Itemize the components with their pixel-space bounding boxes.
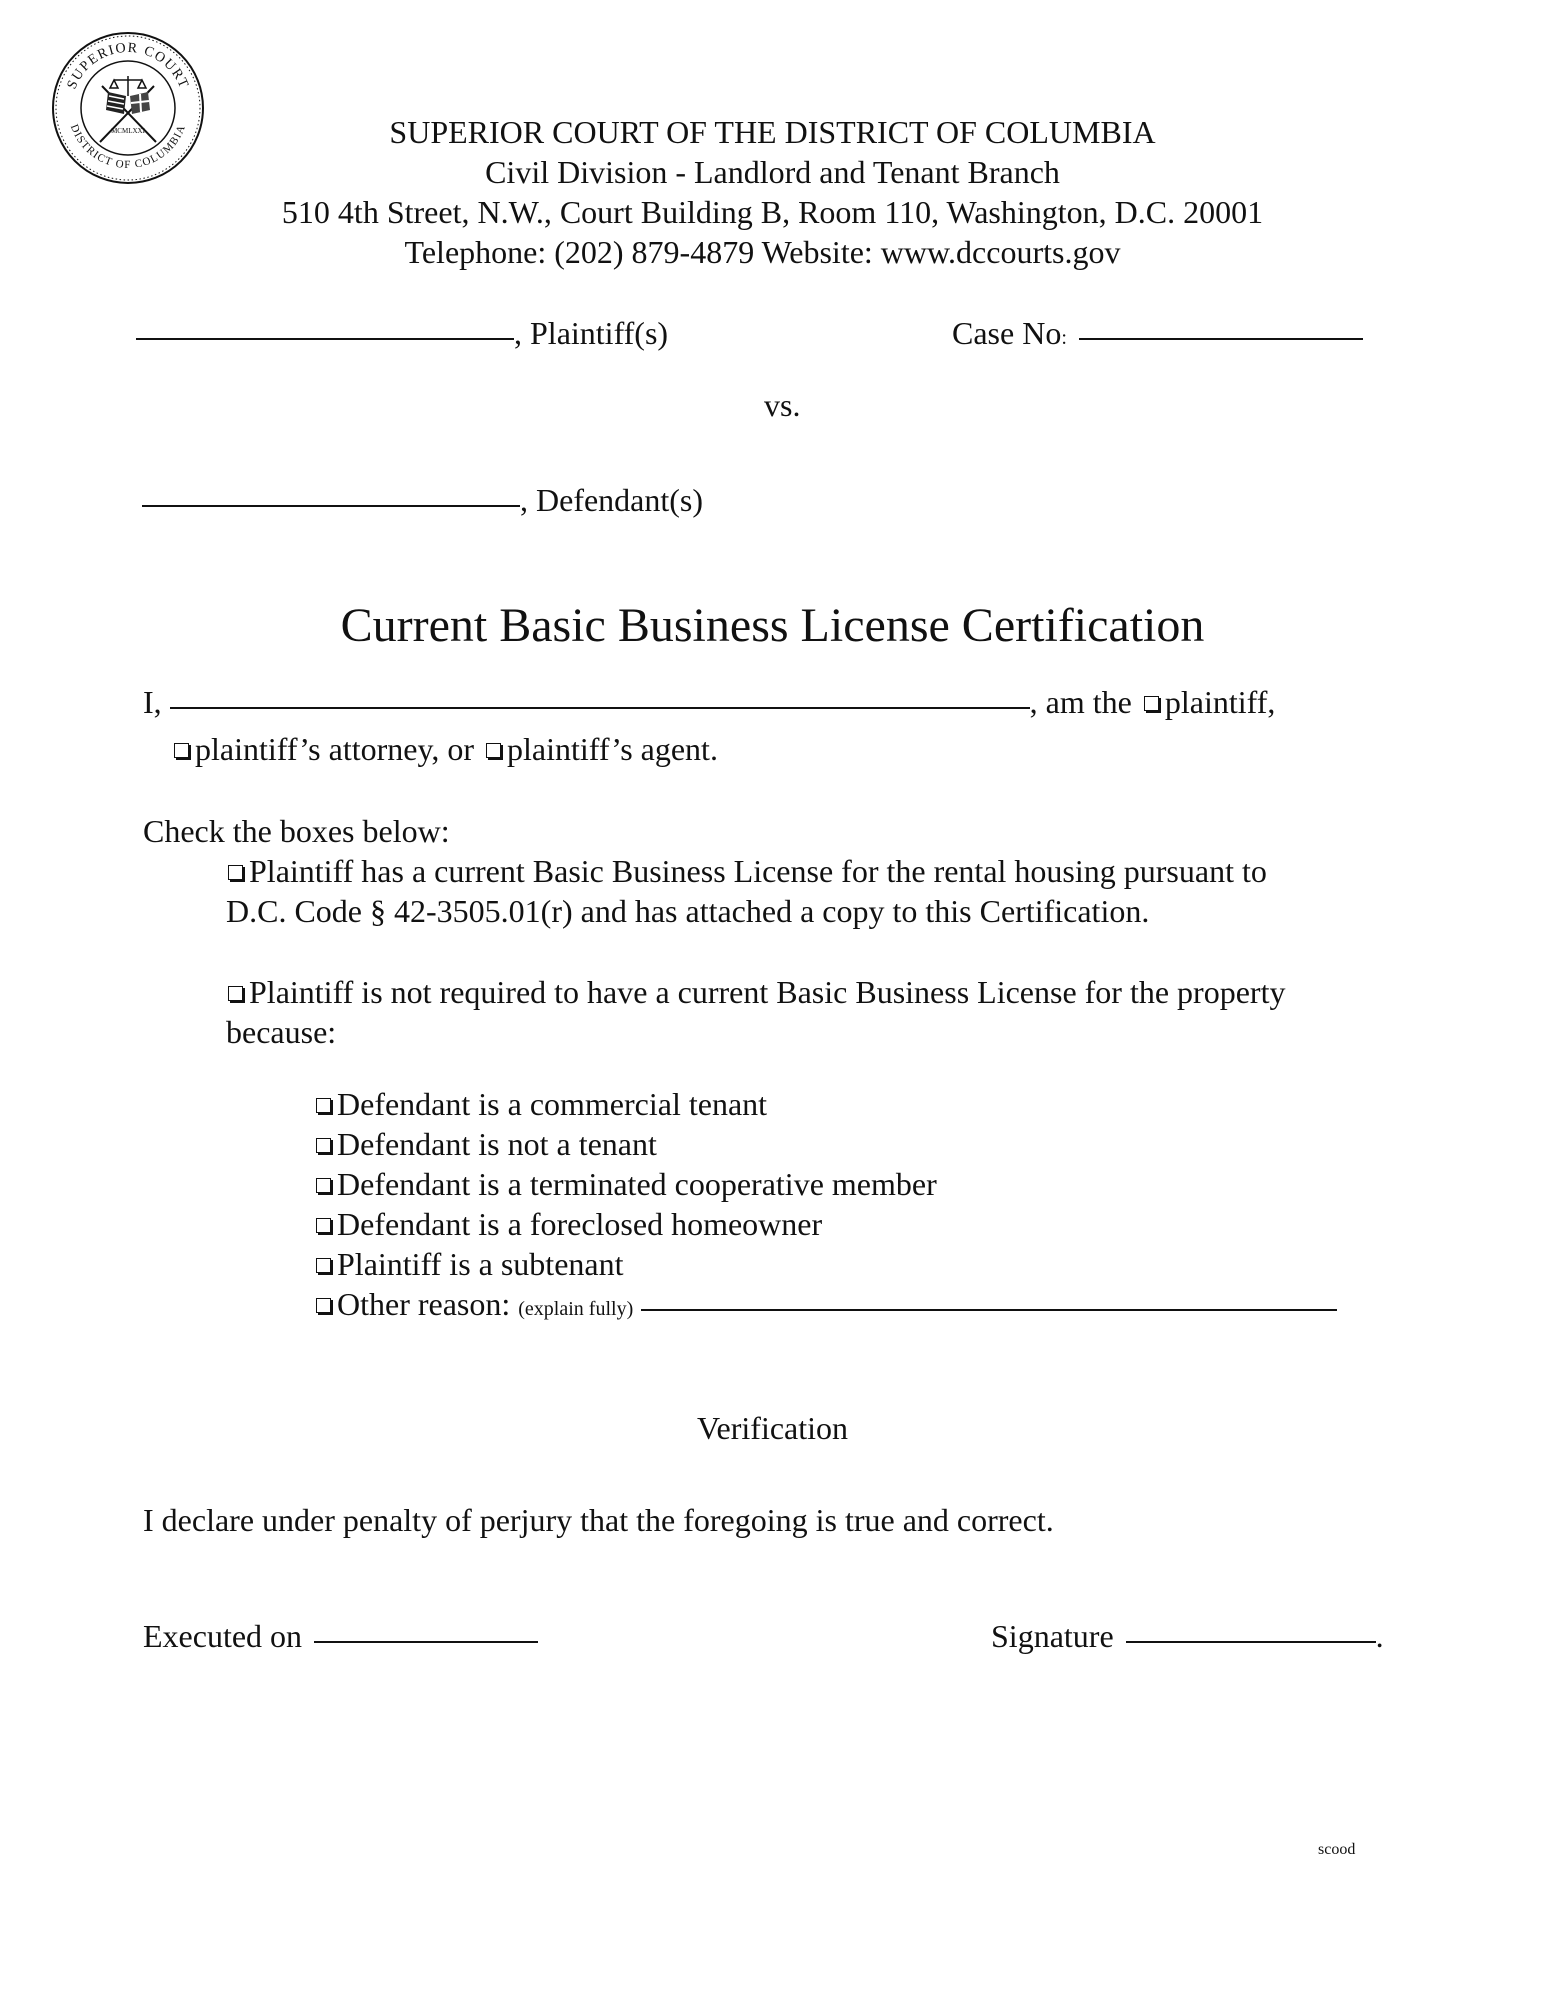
seal-top-text: SUPERIOR COURT	[64, 40, 192, 92]
executed-date-field[interactable]	[314, 1641, 538, 1643]
agent-checkbox[interactable]	[486, 743, 501, 758]
reason-checkbox-foreclosed[interactable]	[316, 1218, 331, 1233]
other-reason-field[interactable]	[641, 1309, 1337, 1311]
form-code: scood	[1318, 1841, 1356, 1858]
verification-heading: Verification	[696, 1410, 849, 1446]
am-the-text: , am the	[1029, 684, 1132, 720]
case-no-colon: :	[1061, 327, 1067, 349]
plaintiff-checkbox[interactable]	[1144, 696, 1159, 711]
defendant-name-field[interactable]	[142, 505, 520, 507]
plaintiff-label: , Plaintiff(s)	[514, 315, 669, 351]
plaintiff-option-label: plaintiff,	[1164, 684, 1276, 720]
license-option-line2: D.C. Code § 42-3505.01(r) and has attached a copy to this Certification.	[226, 893, 1150, 929]
signature-line	[991, 1618, 1384, 1655]
reason-checkbox-not-tenant[interactable]	[316, 1138, 331, 1153]
not-required-option	[224, 974, 1285, 1011]
signature-label: Signature	[991, 1618, 1114, 1654]
plaintiff-name-field[interactable]	[136, 338, 514, 340]
plaintiff-line	[136, 315, 668, 352]
other-reason-hint: (explain fully)	[518, 1298, 634, 1320]
defendant-label: , Defendant(s)	[520, 482, 704, 518]
other-reason-label: Other reason:	[337, 1286, 511, 1322]
reason-label: Defendant is not a tenant	[337, 1126, 657, 1162]
signature-field[interactable]	[1126, 1641, 1376, 1643]
reason-item	[312, 1086, 767, 1123]
case-number-line	[952, 315, 1363, 352]
reason-checkbox-commercial[interactable]	[316, 1098, 331, 1113]
reason-item	[312, 1206, 822, 1243]
declarant-prefix: I,	[143, 684, 162, 720]
license-option	[224, 853, 1267, 890]
seal-center-text: MCMLXXI	[111, 127, 145, 135]
form-title: Current Basic Business License Certification	[340, 599, 1205, 652]
reason-checkbox-other[interactable]	[316, 1298, 331, 1313]
check-intro: Check the boxes below:	[143, 813, 450, 849]
not-required-line1: Plaintiff is not required to have a current Basic Business License for the property	[249, 974, 1286, 1010]
agent-option-label: plaintiff’s agent.	[507, 731, 718, 767]
declarant-line	[143, 684, 1275, 721]
reason-checkbox-subtenant[interactable]	[316, 1258, 331, 1273]
license-checkbox[interactable]	[228, 865, 243, 880]
reason-label: Defendant is a foreclosed homeowner	[337, 1206, 823, 1242]
reason-item	[312, 1126, 657, 1163]
executed-on-label: Executed on	[143, 1618, 303, 1654]
not-required-checkbox[interactable]	[228, 986, 243, 1001]
not-required-line2: because:	[226, 1014, 337, 1050]
scales-icon	[110, 76, 146, 96]
reason-item	[312, 1246, 623, 1283]
reason-item	[312, 1166, 937, 1203]
perjury-statement: I declare under penalty of perjury that the foregoing is true and correct.	[143, 1502, 1054, 1538]
declarant-name-field[interactable]	[170, 707, 1030, 709]
court-address: 510 4th Street, N.W., Court Building B, Room 110, Washington, D.C. 20001	[281, 194, 1264, 230]
versus-text: vs.	[764, 387, 801, 423]
case-no-label: Case No	[952, 315, 1062, 351]
reason-label: Defendant is a terminated cooperative member	[337, 1166, 937, 1202]
other-reason-item	[312, 1286, 1337, 1323]
signature-end: .	[1375, 1618, 1384, 1654]
reason-label: Defendant is a commercial tenant	[337, 1086, 768, 1122]
attorney-checkbox[interactable]	[174, 743, 189, 758]
case-number-field[interactable]	[1079, 338, 1363, 340]
court-name: SUPERIOR COURT OF THE DISTRICT OF COLUMBIA	[389, 114, 1156, 150]
division-name: Civil Division - Landlord and Tenant Branch	[485, 154, 1060, 190]
license-option-line1: Plaintiff has a current Basic Business License for the rental housing pursuant to	[249, 853, 1267, 889]
declarant-role-line	[170, 731, 718, 768]
seal-bottom-text: DISTRICT OF COLUMBIA	[67, 122, 189, 172]
defendant-line	[142, 482, 703, 519]
executed-on-line	[143, 1618, 538, 1655]
reason-label: Plaintiff is a subtenant	[337, 1246, 624, 1282]
reason-checkbox-cooperative[interactable]	[316, 1178, 331, 1193]
attorney-option-label: plaintiff’s attorney, or	[195, 731, 475, 767]
court-contact: Telephone: (202) 879-4879 Website: www.dccourts.gov	[404, 234, 1121, 270]
